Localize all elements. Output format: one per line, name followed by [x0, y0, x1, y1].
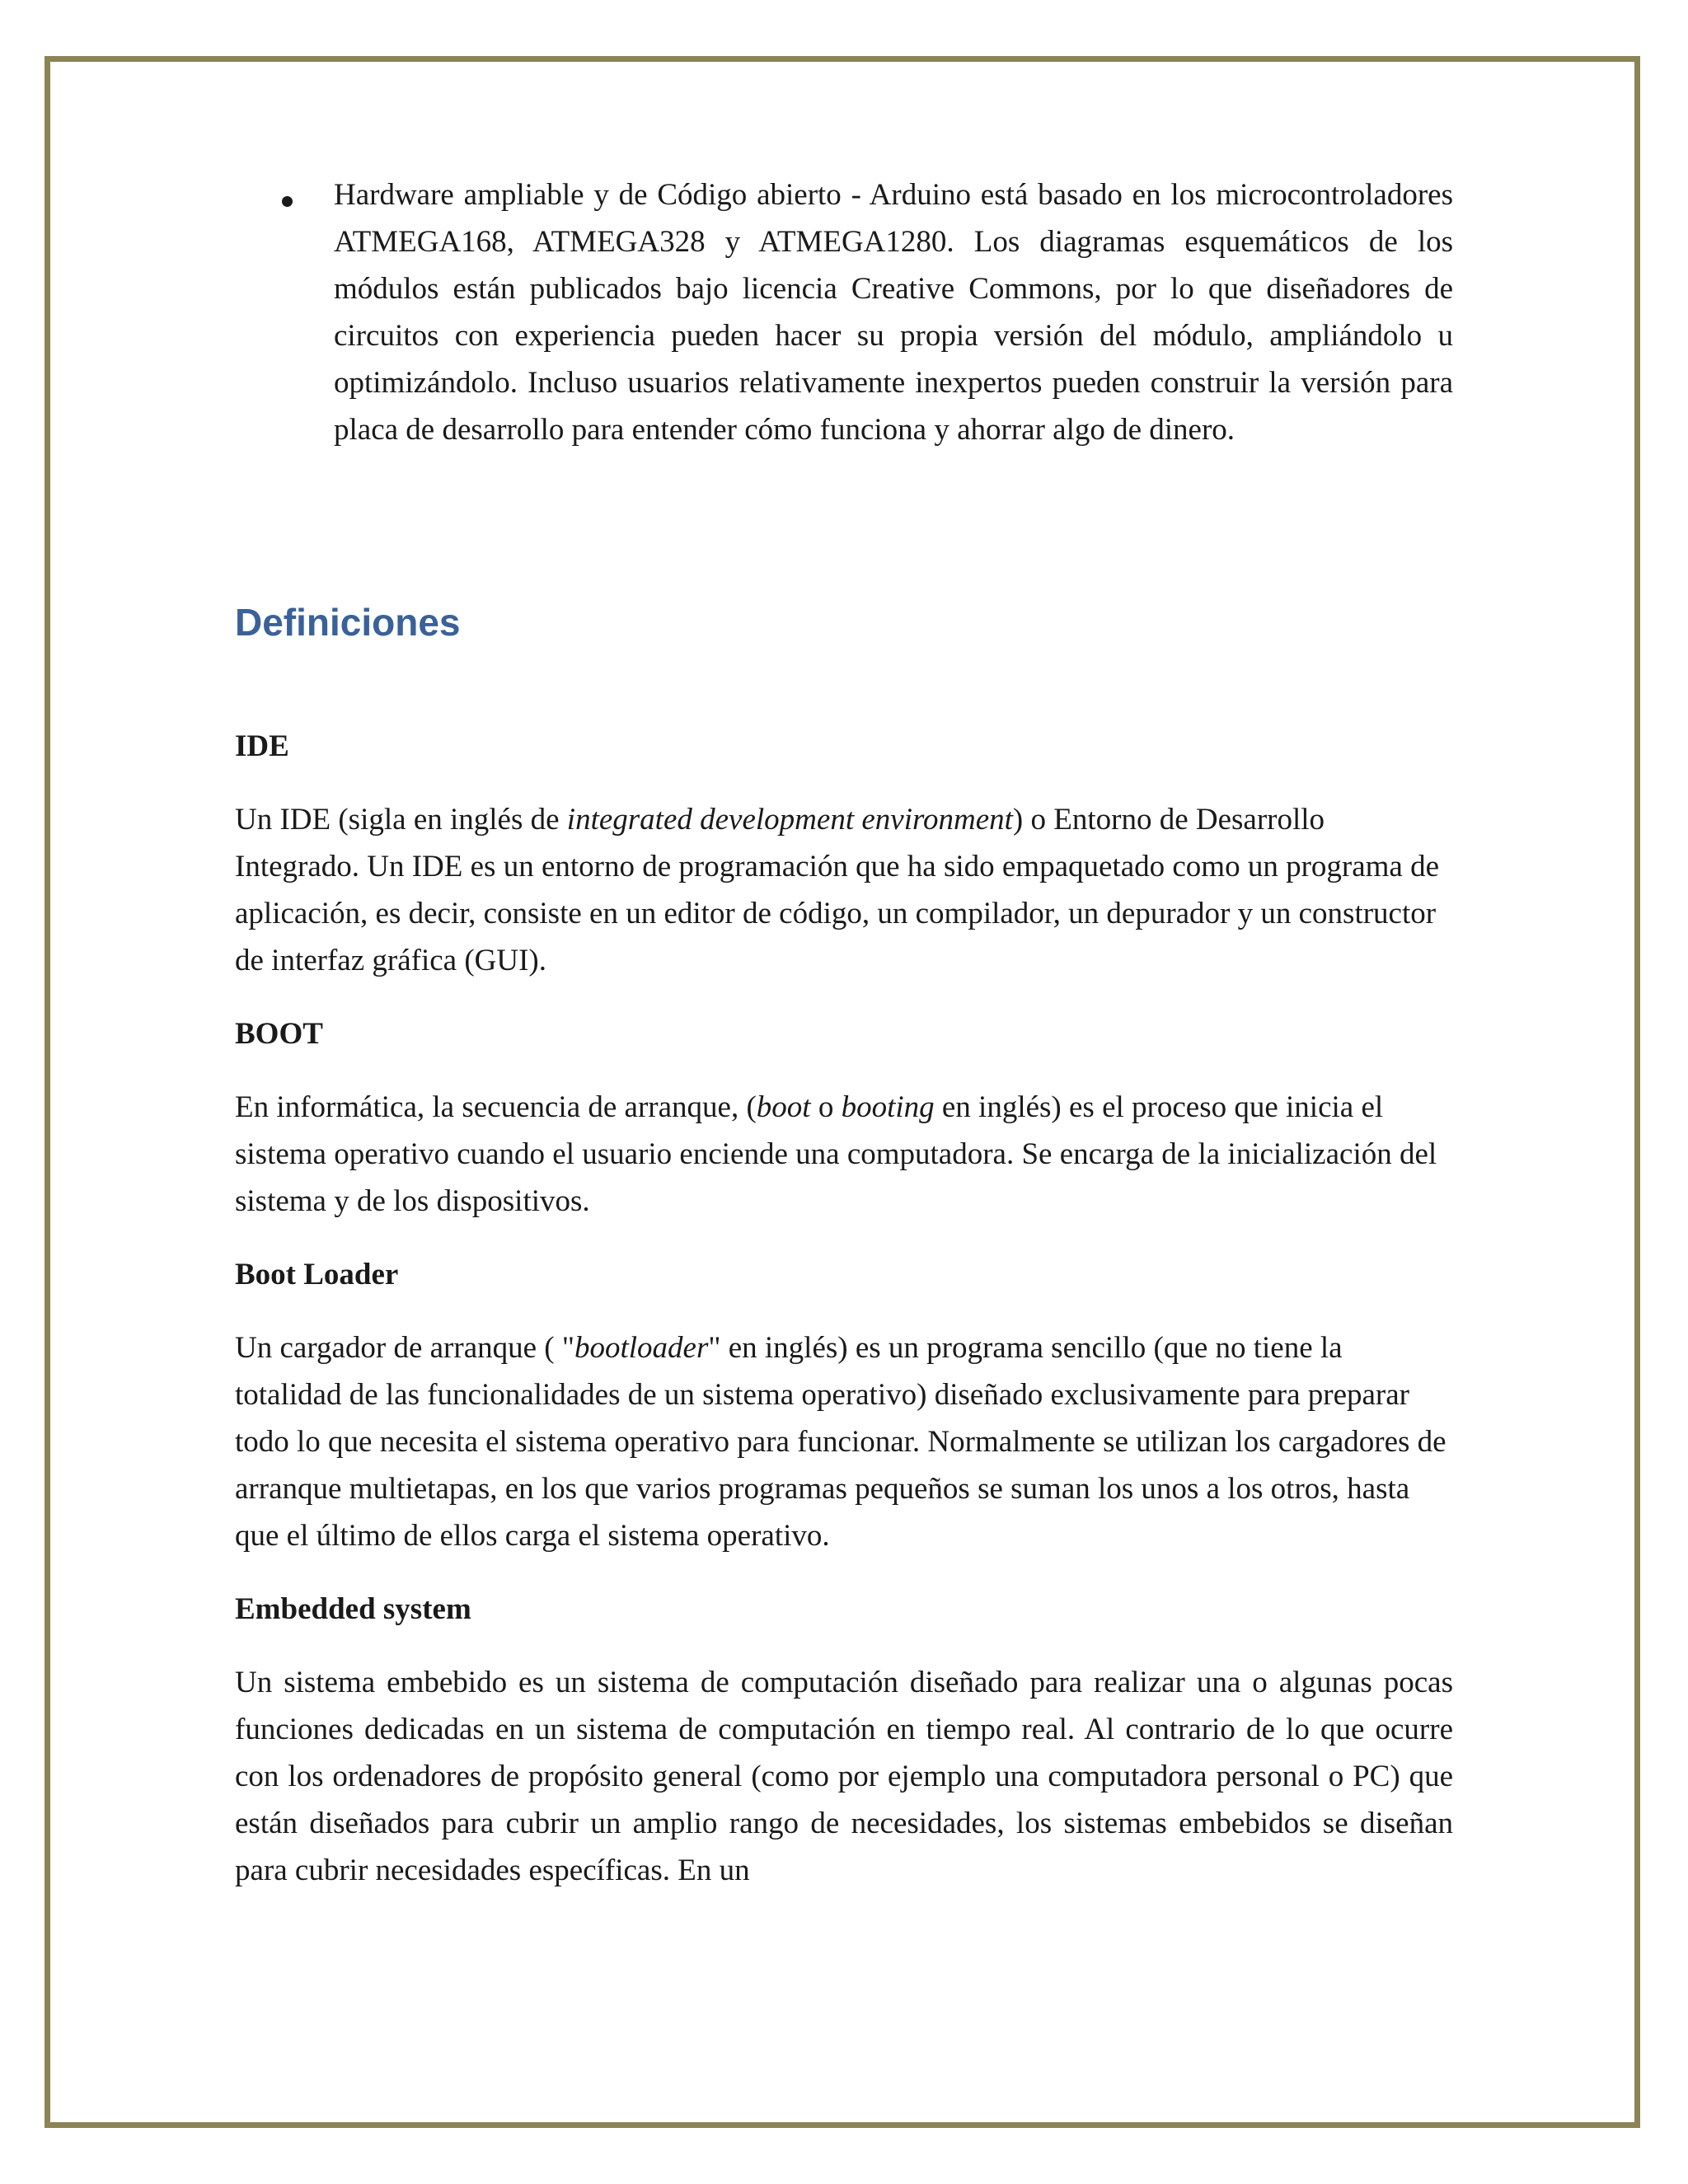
definition-embedded-system: Un sistema embebido es un sistema de computación diseñado para realizar una o algunas pocas funciones dedicadas en un sistema de computación en tiempo real. Al contrario de lo que ocurre con los ordenadores de propósito general (como por ejemplo una computadora personal o PC) que están diseñados para cubrir un amplio rango de necesidades, los sistemas embebidos se diseñan para cubrir necesidades específicas. En un — [235, 1666, 1453, 1887]
boot-text-after: en inglés) es el proceso que inicia el sistema operativo cuando el usuario enciende una computadora. Se encarga de la inicialización del sistema y de los dispositivos. — [235, 1090, 1437, 1218]
bullet-list-item — [235, 171, 1453, 453]
bootloader-text-after: " en inglés) es un programa sencillo (que no tiene la totalidad de las funcionalidades de un sistema operativo) diseñado exclusivamente para preparar todo lo que necesita el sistema operativo para funcionar. Normalmente se utilizan los cargadores de arranque multietapas, en los que varios programas pequeños se suman los unos a los otros, hasta que el último de ellos carga el sistema operativo. — [235, 1331, 1447, 1553]
definition-boot-loader — [235, 1324, 1453, 1559]
term-ide: IDE — [235, 729, 289, 763]
term-embedded-system: Embedded system — [235, 1592, 471, 1626]
bullet-text: Hardware ampliable y de Código abierto - Arduino está basado en los microcontroladores ATMEGA168, ATMEGA328 y ATMEGA1280. Los diagramas esquemáticos de los módulos están publicados bajo licencia Creative Commons, por lo que diseñadores de circuitos con experiencia pueden hacer su propia versión del módulo, ampliándolo u optimizándolo. Incluso usuarios relativamente inexpertos pueden construir la versión para placa de desarrollo para entender cómo funciona y ahorrar algo de dinero. — [334, 178, 1453, 447]
ide-text-italic: integrated development environment — [566, 803, 1013, 837]
section-heading: Definiciones — [235, 601, 461, 644]
ide-text-before: Un IDE (sigla en inglés de — [235, 803, 567, 837]
term-boot: BOOT — [235, 1017, 323, 1051]
boot-text-before: En informática, la secuencia de arranque, ( — [235, 1090, 757, 1124]
boot-text-mid: o — [810, 1090, 842, 1124]
boot-italic-1: boot — [756, 1090, 811, 1124]
ide-text-after: ) o Entorno de Desarrollo Integrado. Un IDE es un entorno de programación que ha sido empaquetado como un programa de aplicación, es decir, consiste en un editor de código, un compilador, un depurador y un constructor de interfaz gráfica (GUI). — [235, 803, 1440, 977]
definition-boot — [235, 1084, 1453, 1225]
boot-italic-2: booting — [841, 1090, 935, 1124]
bootloader-text-italic: bootloader — [574, 1331, 709, 1365]
definition-ide — [235, 796, 1453, 984]
document-content — [235, 171, 1453, 1894]
term-boot-loader: Boot Loader — [235, 1258, 399, 1291]
bootloader-text-before: Un cargador de arranque ( " — [235, 1331, 574, 1365]
bullet-icon — [282, 196, 293, 207]
